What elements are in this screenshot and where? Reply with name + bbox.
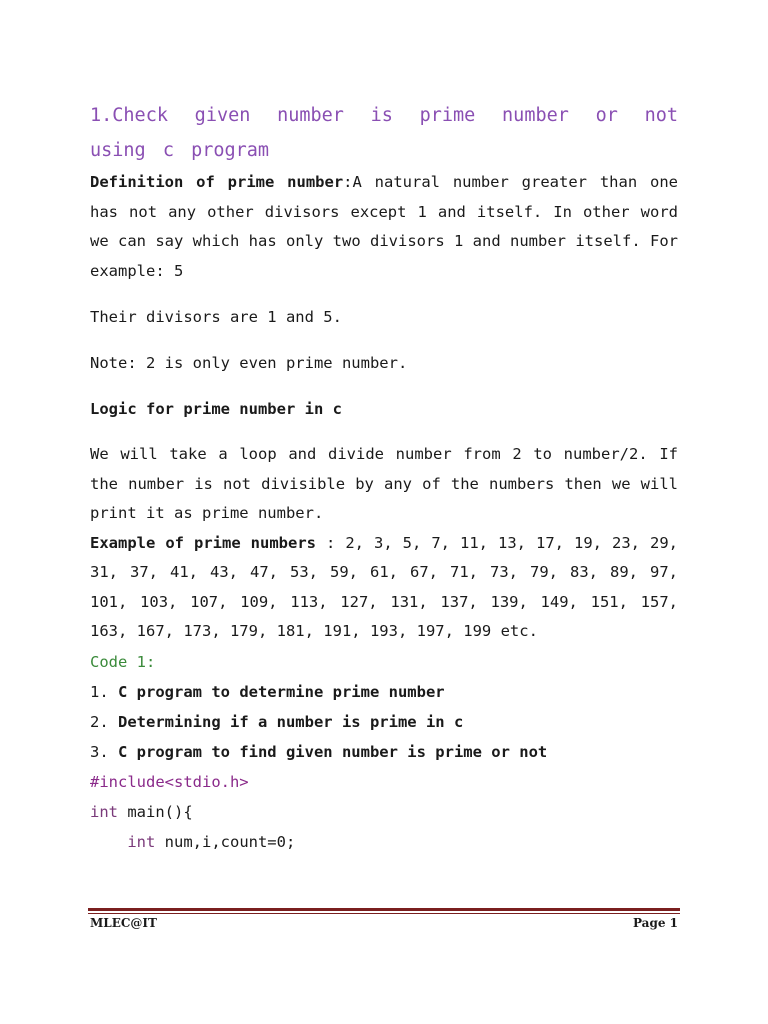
code-label: Code 1: [90,652,156,671]
logic-heading [90,394,678,424]
code-declaration [90,827,678,857]
list-text: Determining if a number is prime in c [118,712,464,731]
note-line: Note: 2 is only even prime number. [90,354,408,372]
footer-rule-thin [88,913,680,914]
list-number: 1. [90,682,118,701]
examples-paragraph [90,529,678,647]
code-keyword: int [127,832,156,851]
code-main [90,797,678,827]
list-number: 3. [90,742,118,761]
list-number: 2. [90,712,118,731]
definition-text: :A natural number greater than one has not any other divisors except 1 and itself. In other word we can say which has only two divisors 1 and number itself. For example: 5 [90,173,678,280]
logic-heading-text: Logic for prime number in c [90,400,342,418]
code-text: num,i,count=0; [155,832,296,851]
code-keyword: int [90,802,118,821]
code-include: #include<stdio.h> [90,772,249,791]
footer-left-label: MLEC@IT [90,916,157,930]
footer-rule [88,908,680,911]
list-item [90,707,678,737]
document-page [90,98,678,857]
definition-paragraph [90,168,678,286]
examples-label: Example of prime numbers [90,533,316,552]
divisors-line: Their divisors are 1 and 5. [90,308,342,326]
list-item [90,677,678,707]
page-title [90,98,678,168]
examples-text: : 2, 3, 5, 7, 11, 13, 17, 19, 23, 29, 31, 37, 41, 43, 47, 53, 59, 61, 67, 71, 73, 79, 83, 89, 97, 101, 103, 107, 109, 113, 127, 131, 137, 139, 149, 151, 157, 163, 167, 173, 179, 181, 191, 193, 197, 199 etc. [90,533,678,640]
footer-page-number: Page 1 [632,916,678,930]
title-line-1: 1.Check given number is prime number or not [90,105,678,126]
list-item [90,737,678,767]
logic-paragraph: We will take a loop and divide number from 2 to number/2. If the number is not divisible by any of the numbers then we will print it as prime number. [90,445,678,522]
code-indent [90,833,127,851]
code-text: main(){ [118,802,193,821]
list-text: C program to determine prime number [118,682,445,701]
title-line-2: using c program [90,140,270,161]
list-text: C program to find given number is prime or not [118,742,548,761]
definition-label: Definition of prime number [90,173,344,191]
